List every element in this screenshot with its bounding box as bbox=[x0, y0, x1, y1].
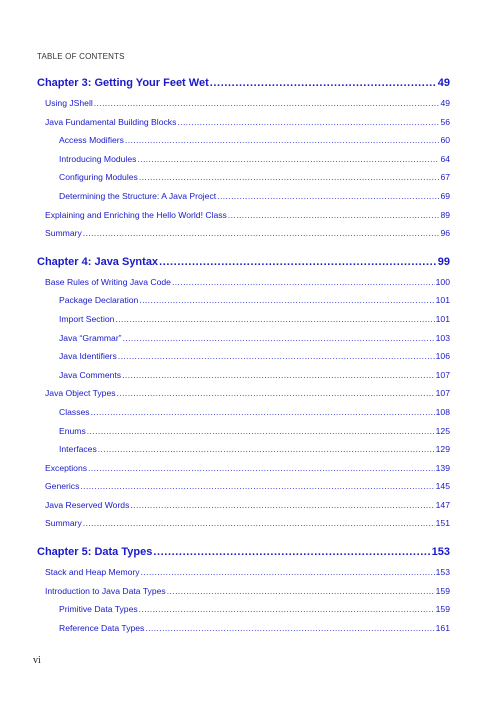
dot-leader bbox=[210, 72, 437, 94]
dot-leader bbox=[88, 459, 435, 478]
dot-leader bbox=[115, 310, 434, 329]
toc-entry-page: 100 bbox=[435, 276, 450, 287]
toc-entry-page: 101 bbox=[435, 313, 450, 324]
toc-entry-page: 101 bbox=[435, 295, 450, 306]
dot-leader bbox=[139, 291, 434, 310]
toc-entry[interactable] bbox=[37, 291, 450, 310]
dot-leader bbox=[153, 541, 430, 563]
toc-entry-page: 49 bbox=[440, 98, 450, 108]
toc-entry-page: 49 bbox=[437, 77, 450, 89]
dot-leader bbox=[80, 477, 434, 496]
toc-entry[interactable] bbox=[37, 366, 450, 385]
toc-entry-page: 60 bbox=[440, 135, 450, 146]
toc-chapter-entry[interactable] bbox=[37, 541, 450, 563]
dot-leader bbox=[167, 582, 435, 601]
toc-entry-title: Java Identifiers bbox=[59, 351, 117, 362]
toc-entry-page: 107 bbox=[435, 369, 450, 380]
dot-leader bbox=[118, 347, 435, 366]
toc-entry-page: 56 bbox=[440, 116, 450, 127]
dot-leader bbox=[91, 403, 435, 422]
toc-entry-page: 151 bbox=[435, 518, 450, 529]
toc-entry[interactable] bbox=[37, 477, 450, 496]
toc-entry-page: 67 bbox=[440, 172, 450, 183]
toc-entry-title: Reference Data Types bbox=[59, 622, 145, 633]
dot-leader bbox=[125, 131, 439, 150]
toc-entry-title: Classes bbox=[59, 406, 90, 417]
dot-leader bbox=[137, 150, 439, 169]
dot-leader bbox=[139, 168, 440, 187]
dot-leader bbox=[83, 224, 440, 243]
dot-leader bbox=[122, 366, 435, 385]
toc-entry-page: 107 bbox=[435, 388, 450, 399]
toc-entry-title: Chapter 3: Getting Your Feet Wet bbox=[37, 77, 209, 89]
toc-entry-page: 159 bbox=[435, 604, 450, 615]
toc-entry-title: Java Reserved Words bbox=[45, 499, 130, 510]
toc-entry-page: 161 bbox=[435, 622, 450, 633]
dot-leader bbox=[83, 514, 435, 533]
toc-entry[interactable] bbox=[37, 384, 450, 403]
toc-entry-title: Package Declaration bbox=[59, 295, 139, 306]
toc-entry-title: Primitive Data Types bbox=[59, 604, 138, 615]
page-number: vi bbox=[33, 655, 41, 666]
toc-entry[interactable] bbox=[37, 224, 450, 243]
toc-entry-page: 129 bbox=[435, 444, 450, 455]
dot-leader bbox=[94, 94, 440, 113]
toc-entry[interactable] bbox=[37, 113, 450, 132]
dot-leader bbox=[228, 206, 440, 225]
dot-leader bbox=[159, 251, 437, 273]
toc-entry[interactable] bbox=[37, 422, 450, 441]
toc-entry-title: Import Section bbox=[59, 313, 115, 324]
dot-leader bbox=[139, 600, 435, 619]
toc-entry[interactable] bbox=[37, 600, 450, 619]
toc-entry-title: Explaining and Enriching the Hello World! Class bbox=[45, 209, 227, 220]
toc-entry-title: Configuring Modules bbox=[59, 172, 138, 183]
dot-leader bbox=[87, 422, 435, 441]
toc-entry-page: 153 bbox=[431, 546, 450, 559]
toc-entry-page: 99 bbox=[437, 255, 450, 268]
table-of-contents bbox=[37, 72, 450, 637]
toc-entry-page: 139 bbox=[435, 462, 450, 473]
toc-entry[interactable] bbox=[37, 273, 450, 292]
toc-entry[interactable] bbox=[37, 496, 450, 515]
dot-leader bbox=[141, 563, 435, 582]
toc-entry[interactable] bbox=[37, 514, 450, 533]
toc-entry-title: Java Comments bbox=[59, 369, 122, 380]
dot-leader bbox=[177, 113, 439, 132]
dot-leader bbox=[98, 440, 435, 459]
toc-entry[interactable] bbox=[37, 459, 450, 478]
toc-entry[interactable] bbox=[37, 440, 450, 459]
toc-entry-title: Introducing Modules bbox=[59, 153, 137, 164]
toc-entry-title: Base Rules of Writing Java Code bbox=[45, 276, 171, 287]
toc-entry-title: Java “Grammar” bbox=[59, 332, 122, 343]
toc-entry-title: Chapter 4: Java Syntax bbox=[37, 255, 159, 268]
toc-entry[interactable] bbox=[37, 150, 450, 169]
toc-entry-title: Determining the Structure: A Java Project bbox=[59, 190, 217, 201]
toc-entry-page: 159 bbox=[435, 585, 450, 596]
running-header: TABLE OF CONTENTS bbox=[37, 52, 125, 61]
dot-leader bbox=[172, 273, 435, 292]
toc-entry-title: Java Fundamental Building Blocks bbox=[45, 116, 177, 127]
dot-leader bbox=[130, 496, 434, 515]
toc-entry[interactable] bbox=[37, 206, 450, 225]
toc-entry[interactable] bbox=[37, 403, 450, 422]
toc-entry-page: 108 bbox=[435, 406, 450, 417]
toc-entry-page: 125 bbox=[435, 425, 450, 436]
toc-entry-title: Introduction to Java Data Types bbox=[45, 585, 166, 596]
toc-chapter-entry[interactable] bbox=[37, 251, 450, 273]
toc-entry[interactable] bbox=[37, 168, 450, 187]
toc-entry-title: Generics bbox=[45, 481, 80, 492]
toc-entry[interactable] bbox=[37, 347, 450, 366]
toc-entry[interactable] bbox=[37, 187, 450, 206]
dot-leader bbox=[217, 187, 439, 206]
toc-entry-title: Java Object Types bbox=[45, 388, 116, 399]
toc-entry-title: Using JShell bbox=[45, 98, 93, 108]
toc-entry-title: Chapter 5: Data Types bbox=[37, 546, 153, 559]
toc-entry-page: 106 bbox=[435, 351, 450, 362]
toc-entry-page: 153 bbox=[435, 567, 450, 578]
toc-entry-page: 89 bbox=[440, 209, 450, 220]
toc-entry[interactable] bbox=[37, 582, 450, 601]
toc-entry[interactable] bbox=[37, 563, 450, 582]
toc-entry-page: 96 bbox=[440, 228, 450, 239]
toc-entry[interactable] bbox=[37, 94, 450, 113]
toc-chapter-entry[interactable] bbox=[37, 72, 450, 94]
toc-entry[interactable] bbox=[37, 329, 450, 348]
toc-entry-title: Exceptions bbox=[45, 462, 88, 473]
toc-entry-page: 69 bbox=[440, 190, 450, 201]
toc-entry[interactable] bbox=[37, 131, 450, 150]
toc-entry-page: 103 bbox=[435, 332, 450, 343]
toc-entry-page: 64 bbox=[440, 153, 450, 164]
toc-entry-page: 145 bbox=[435, 481, 450, 492]
toc-entry-title: Summary bbox=[45, 228, 82, 239]
dot-leader bbox=[117, 384, 435, 403]
toc-entry-page: 147 bbox=[435, 499, 450, 510]
toc-entry-title: Interfaces bbox=[59, 444, 97, 455]
toc-entry-title: Summary bbox=[45, 518, 82, 529]
toc-entry[interactable] bbox=[37, 310, 450, 329]
dot-leader bbox=[123, 329, 435, 348]
toc-entry-title: Enums bbox=[59, 425, 86, 436]
toc-entry-title: Access Modifiers bbox=[59, 135, 124, 146]
toc-entry[interactable] bbox=[37, 619, 450, 638]
dot-leader bbox=[145, 619, 434, 638]
toc-entry-title: Stack and Heap Memory bbox=[45, 567, 140, 578]
